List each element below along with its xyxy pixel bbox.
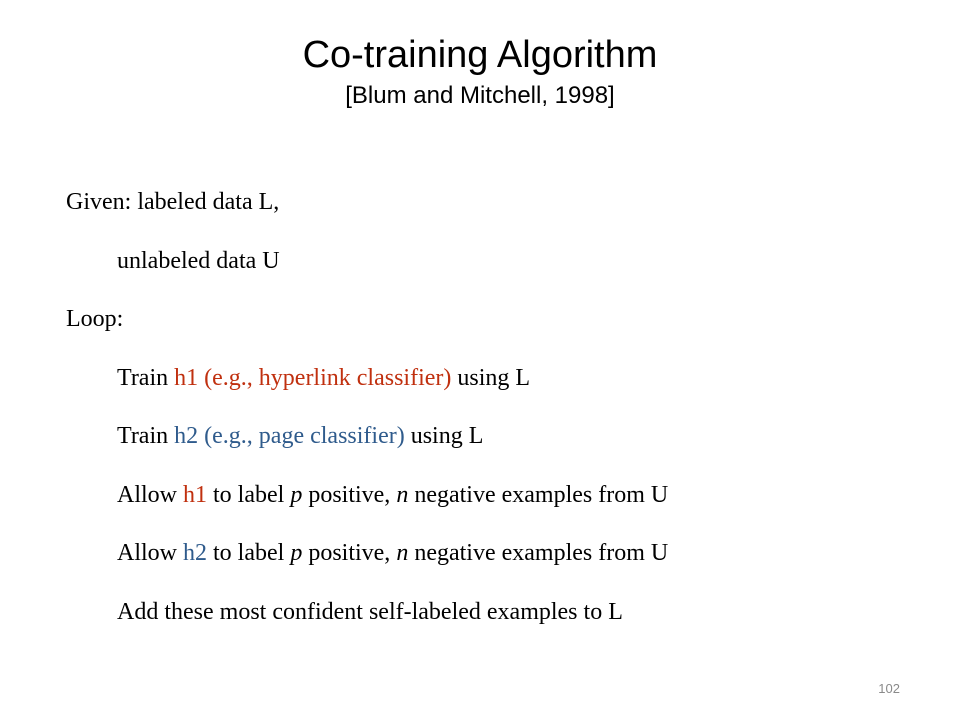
algorithm-body (66, 186, 926, 654)
h2-label: h2 (183, 540, 207, 566)
add-text: Add these most confident self-labeled examples to L (117, 598, 623, 625)
slide-title (0, 34, 960, 109)
n-variable: n (396, 481, 409, 508)
given-prefix: Given: (66, 189, 138, 215)
p-variable: p (290, 481, 303, 508)
using-l: using L (404, 423, 484, 449)
given-unlabeled: unlabeled data U (117, 247, 280, 274)
using-l: using L (451, 364, 531, 391)
n-variable: n (396, 540, 409, 566)
loop-line (66, 303, 926, 362)
loop-label: Loop: (66, 306, 124, 332)
train-h2-line (66, 420, 926, 479)
to-label: to label (207, 540, 291, 566)
h1-classifier: h1 (e.g., hyperlink classifier) (174, 364, 452, 391)
train-word: Train (117, 423, 175, 449)
negative-text: negative examples from U (408, 540, 669, 566)
positive-text: positive, (302, 481, 397, 508)
to-label: to label (207, 481, 291, 508)
allow-word: Allow (117, 540, 183, 566)
title-main: Co-training Algorithm (302, 34, 658, 76)
page-number: 102 (878, 681, 900, 696)
train-word: Train (117, 364, 175, 391)
positive-text: positive, (302, 540, 397, 566)
given-line (66, 186, 926, 245)
p-variable: p (290, 540, 303, 566)
unlabeled-line (66, 245, 926, 304)
h2-classifier: h2 (e.g., page classifier) (174, 423, 405, 449)
given-labeled: labeled data L, (137, 189, 280, 215)
title-citation: [Blum and Mitchell, 1998] (345, 81, 615, 109)
allow-h2-line (66, 537, 926, 596)
allow-word: Allow (117, 481, 183, 508)
allow-h1-line (66, 479, 926, 538)
train-h1-line (66, 362, 926, 421)
negative-text: negative examples from U (408, 481, 669, 508)
add-line (66, 596, 926, 655)
h1-label: h1 (183, 481, 207, 508)
